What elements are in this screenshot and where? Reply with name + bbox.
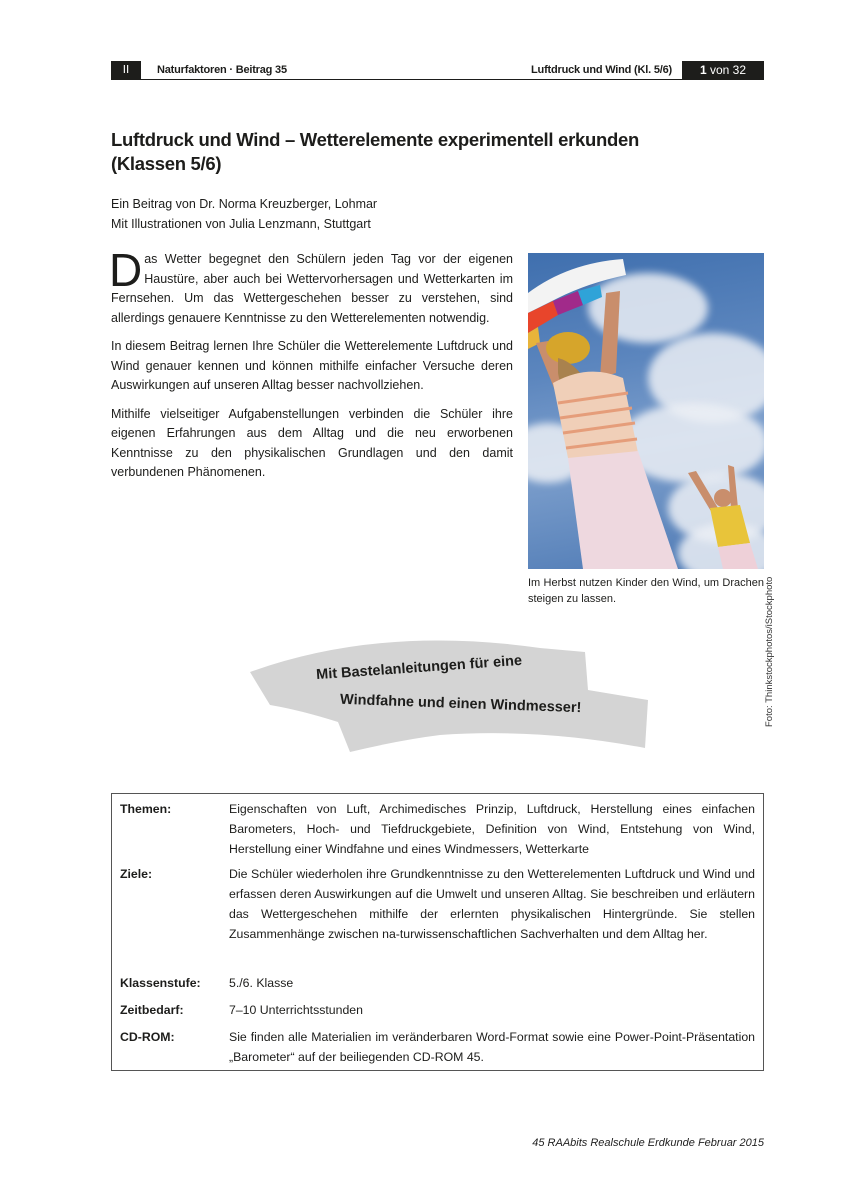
info-box [111,793,764,1071]
info-row-ziele [120,864,755,966]
intro-paragraph-3: Mithilfe vielseitiger Aufgabenstellungen verbinden die Schüler ihre eigenen Erfahrungen aus dem Alltag und die neu erworbenen Kenntnisse zu den physikalischen Grundlagen und den damit verbundenen Phänomenen. [111,406,513,479]
intro-text [109,244,513,492]
title-line-1: Luftdruck und Wind – Wetterelemente experimentell erkunden [111,129,639,150]
info-label: CD-ROM: [120,1030,175,1044]
intro-paragraph-2: In diesem Beitrag lernen Ihre Schüler die Wetterelemente Luftdruck und Wind genauer kennen und können mithilfe einfacher Versuche deren Auswirkungen auf unseren Alltag besser nachvollziehen. [111,339,513,392]
intro-paragraph-1 [109,244,513,328]
kite-illustration [528,253,764,569]
info-label: Ziele: [120,867,153,881]
banner-line-1: Mit Bastelanleitungen für eine [315,652,523,684]
author: Ein Beitrag von Dr. Norma Kreuzberger, Lohmar [111,197,378,211]
page-total: von 32 [710,63,747,77]
topic-label: Luftdruck und Wind (Kl. 5/6) [531,64,672,76]
drop-cap: D [109,244,143,296]
info-value: 5./6. Klasse [229,976,294,990]
info-label: Themen: [120,802,172,816]
info-value: Eigenschaften von Luft, Archimedisches Prinzip, Luftdruck, Herstellung eines einfachen Barometers, Hoch- und Tiefdruckgebiete, Definition von Wind, Entstehung von Wind, Herstellung einer Windfahne und eines Windmessers, Wetterkarte [229,802,755,856]
info-row-klassenstufe [120,973,755,995]
info-value: Sie finden alle Materialien im veränderbaren Word-Format sowie eine Power-Point-Präsentation „Barometer“ auf der beiliegenden CD-ROM 45. [229,1030,755,1064]
info-row-cdrom [120,1027,755,1069]
info-label: Zeitbedarf: [120,1003,184,1017]
info-row-zeitbedarf [120,1000,755,1022]
intro-paragraph-1-text: as Wetter begegnet den Schülern jeden Tag vor der eigenen Haustüre, aber auch bei Wettervorhersagen und Wetterkarten im Fernsehen. Um das Wettergeschehen besser zu verstehen, sind allerdings genauere Kenntnisse zu den Wetterelementen notwendig. [111,252,513,325]
photo-credit-text: Foto: Thinkstockphotos/iStockphoto [764,576,775,727]
craft-instructions-banner [240,630,650,755]
info-value: 7–10 Unterrichtsstunden [229,1003,363,1017]
page-title [111,128,711,176]
photo-credit [764,569,784,885]
info-value: Die Schüler wiederholen ihre Grundkenntnisse zu den Wetterelementen Luftdruck und Wind und erfassen deren Auswirkungen auf die Umwelt und unseren Alltag. Sie beschreiben und erläutern das Wettergeschehen mithilfe der erlernten physikalischen Hintergründe. Sie stellen Zusammenhänge zwischen na-turwissenschaftlichen Sachverhalten und dem Alltag her. [229,867,755,941]
page-footer: 45 RAAbits Realschule Erdkunde Februar 2015 [532,1137,764,1149]
running-header [111,61,764,80]
illustrator: Mit Illustrationen von Julia Lenzmann, Stuttgart [111,217,371,231]
info-row-themen [120,799,755,861]
photo-caption: Im Herbst nutzen Kinder den Wind, um Drachen steigen zu lassen. [528,577,764,605]
info-label: Klassenstufe: [120,976,201,990]
chapter-badge: II [111,61,141,79]
page-current: 1 [699,63,707,77]
kite-photo [528,253,764,569]
torn-paper-shape [240,630,650,755]
banner-line-2: Windfahne und einen Windmesser! [339,691,582,717]
page-indicator [682,61,764,79]
byline [111,194,377,234]
title-line-2: (Klassen 5/6) [111,153,222,174]
section-label: Naturfaktoren · Beitrag 35 [157,64,287,76]
